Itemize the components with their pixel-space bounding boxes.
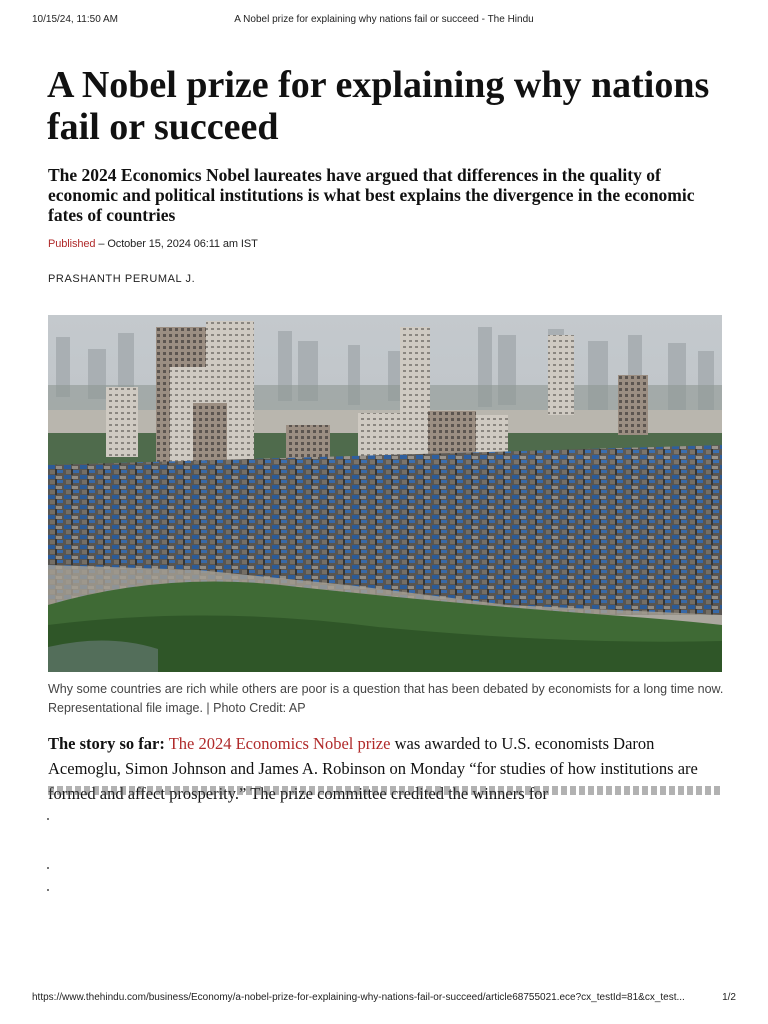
print-url[interactable]: https://www.thehindu.com/business/Economy/a-nobel-prize-for-explaining-why-nations-fail-or-succeed/article68755021.ece?cx_testId=81&cx_test...: [32, 992, 685, 1003]
photo-caption: Why some countries are rich while others are poor is a question that has been debated by economists for a long time now. Representational file image. | Photo Credit: AP: [48, 682, 724, 715]
article-photo: [48, 315, 722, 672]
article-headline: A Nobel prize for explaining why nations fail or succeed: [47, 64, 710, 148]
published-date: – October 15, 2024 06:11 am IST: [95, 238, 258, 250]
print-header: [32, 14, 736, 30]
print-datetime: 10/15/24, 11:50 AM: [32, 14, 118, 25]
article-subhead: The 2024 Economics Nobel laureates have argued that differences in the quality of economic and political institutions is what best explains the divergence in the economic fates of countries: [48, 165, 695, 225]
story-paragraph: [48, 731, 728, 803]
author-byline[interactable]: PRASHANTH PERUMAL J.: [48, 273, 196, 285]
publish-info: [48, 238, 258, 250]
page-number: 1/2: [722, 992, 736, 1003]
print-footer: [32, 992, 736, 1006]
story-lead: The story so far:: [48, 734, 165, 753]
artifact-dot: [47, 818, 49, 820]
artifact-dot: [47, 889, 49, 891]
published-label: Published: [48, 238, 96, 250]
artifact-dot: [47, 867, 49, 869]
cityscape-illustration: [48, 315, 722, 672]
story-text: was awarded to U.S. economists Daron Acemoglu, Simon Johnson and James A. Robinson on Monday “for studies of how institutions are formed and affect prosperity.” The prize committee credited the winners for: [48, 734, 698, 803]
nobel-prize-link[interactable]: The 2024 Economics Nobel prize: [168, 734, 391, 753]
cut-off-text-line: [48, 786, 722, 795]
print-page-title: A Nobel prize for explaining why nations fail or succeed - The Hindu: [234, 14, 534, 25]
